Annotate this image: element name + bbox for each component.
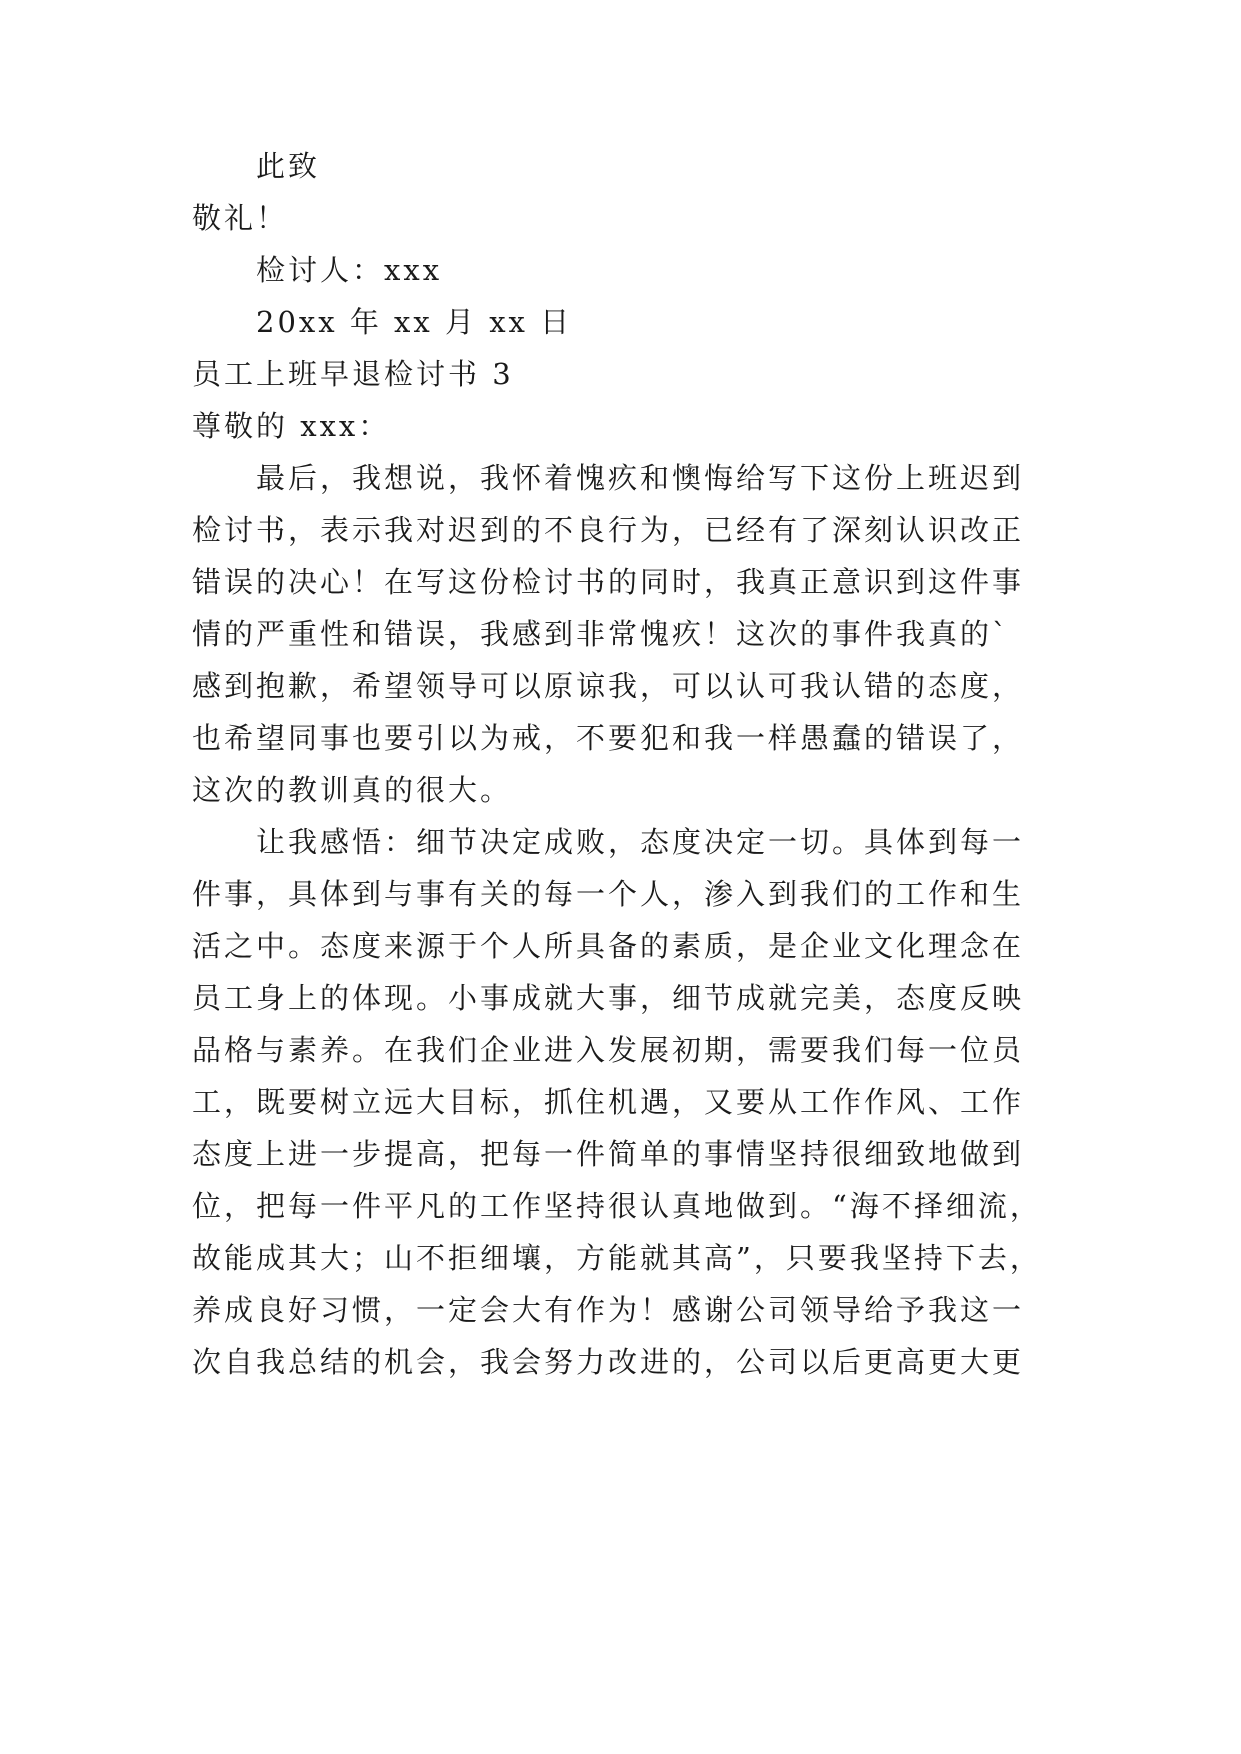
paragraph-2-line-8: 位，把每一件平凡的工作坚持很认真地做到。“海不择细流， bbox=[192, 1189, 1042, 1223]
paragraph-2-line-4: 员工身上的体现。小事成就大事，细节成就完美，态度反映 bbox=[192, 981, 1025, 1015]
paragraph-2-line-7: 态度上进一步提高，把每一件简单的事情坚持很细致地做到 bbox=[192, 1137, 1025, 1171]
paragraph-1-line-2: 检讨书，表示我对迟到的不良行为，已经有了深刻认识改正 bbox=[192, 513, 1025, 547]
signer-line: 检讨人：xxx bbox=[256, 253, 443, 287]
paragraph-1-line-4: 情的严重性和错误，我感到非常愧疚！这次的事件我真的` bbox=[192, 617, 1010, 651]
paragraph-2-line-11: 次自我总结的机会，我会努力改进的，公司以后更高更大更 bbox=[192, 1345, 1025, 1379]
paragraph-1-line-6: 也希望同事也要引以为戒，不要犯和我一样愚蠢的错误了， bbox=[192, 721, 1025, 755]
paragraph-2-line-10: 养成良好习惯，一定会大有作为！感谢公司领导给予我这一 bbox=[192, 1293, 1025, 1327]
greeting-line: 尊敬的 xxx： bbox=[192, 409, 391, 443]
paragraph-2-line-3: 活之中。态度来源于个人所具备的素质，是企业文化理念在 bbox=[192, 929, 1025, 963]
paragraph-1-line-5: 感到抱歉，希望领导可以原谅我，可以认可我认错的态度， bbox=[192, 669, 1025, 703]
paragraph-2-line-6: 工，既要树立远大目标，抓住机遇，又要从工作作风、工作 bbox=[192, 1085, 1025, 1119]
closing-salutation: 此致 bbox=[256, 149, 321, 183]
paragraph-2-line-1: 让我感悟：细节决定成败，态度决定一切。具体到每一 bbox=[256, 825, 1025, 859]
closing-regards: 敬礼！ bbox=[192, 201, 289, 235]
paragraph-1-line-3: 错误的决心！在写这份检讨书的同时，我真正意识到这件事 bbox=[192, 565, 1025, 599]
paragraph-2-line-2: 件事，具体到与事有关的每一个人，渗入到我们的工作和生 bbox=[192, 877, 1025, 911]
paragraph-1-line-1: 最后，我想说，我怀着愧疚和懊悔给写下这份上班迟到 bbox=[256, 461, 1025, 495]
section-title: 员工上班早退检讨书 3 bbox=[192, 357, 514, 391]
date-line: 20xx 年 xx 月 xx 日 bbox=[256, 305, 573, 339]
paragraph-1-line-7: 这次的教训真的很大。 bbox=[192, 773, 513, 807]
paragraph-2-line-5: 品格与素养。在我们企业进入发展初期，需要我们每一位员 bbox=[192, 1033, 1025, 1067]
paragraph-2-line-9: 故能成其大；山不拒细壤，方能就其高”，只要我坚持下去， bbox=[192, 1241, 1042, 1275]
